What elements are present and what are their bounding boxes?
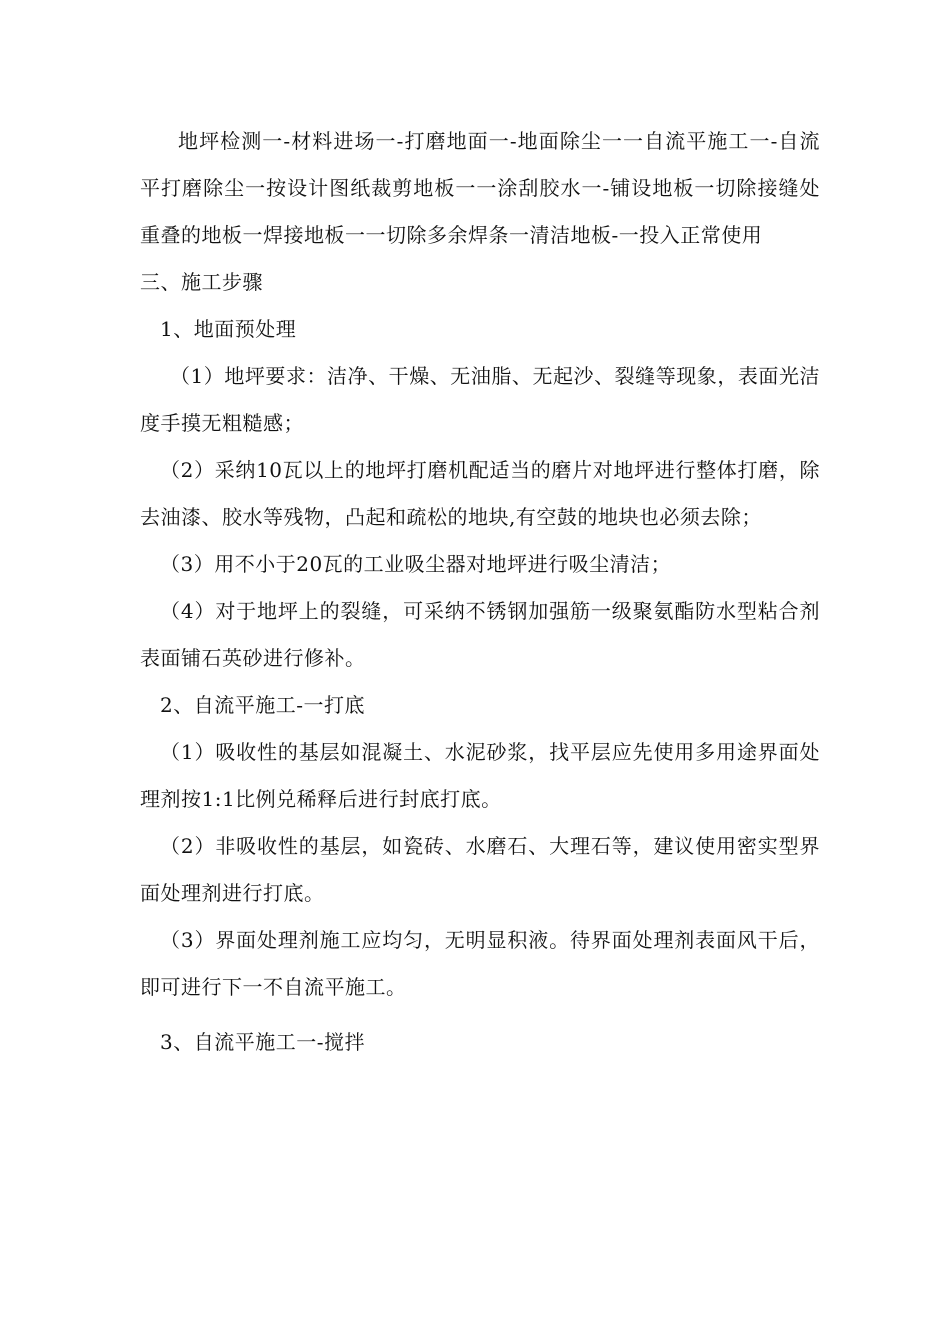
step1-item1-paragraph: （1）地坪要求：洁净、干燥、无油脂、无起沙、裂缝等现象，表面光洁度手摸无粗糙感； [140,364,820,435]
step2-item1-paragraph: （1）吸收性的基层如混凝土、水泥砂浆，找平层应先使用多用途界面处理剂按1:1比例兑稀释后进行封底打底。 [140,740,820,811]
document-body [140,118,820,1066]
step2-item2-paragraph: （2）非吸收性的基层，如瓷砖、水磨石、大理石等，建议使用密实型界面处理剂进行打底。 [140,834,820,905]
step1-item3-paragraph: （3）用不小于20瓦的工业吸尘器对地坪进行吸尘清洁； [160,552,672,576]
process-flow-paragraph: 地坪检测一-材料进场一-打磨地面一-地面除尘一一自流平施工一-自流平打磨除尘一按设计图纸裁剪地板一一涂刮胶水一-铺设地板一切除接缝处重叠的地板一焊接地板一一切除多余焊条一清洁地板-一投入正常使用 [140,129,820,247]
step-heading-ground-pretreatment: 1、地面预处理 [160,317,297,341]
step2-item3-paragraph: （3）界面处理剂施工应均匀，无明显积液。待界面处理剂表面风干后，即可进行下一不自流平施工。 [140,928,820,999]
step1-item2-paragraph: （2）采纳10瓦以上的地坪打磨机配适当的磨片对地坪进行整体打磨，除去油漆、胶水等残物，凸起和疏松的地块,有空鼓的地块也必须去除； [140,458,820,529]
step1-item4-paragraph: （4）对于地坪上的裂缝，可采纳不锈钢加强筋一级聚氨酯防水型粘合剂表面铺石英砂进行修补。 [140,599,820,670]
step-heading-self-leveling-mixing: 3、自流平施工一-搅拌 [160,1030,365,1054]
section-heading-construction-steps: 三、施工步骤 [140,270,263,294]
step-heading-self-leveling-primer: 2、自流平施工-一打底 [160,693,365,717]
